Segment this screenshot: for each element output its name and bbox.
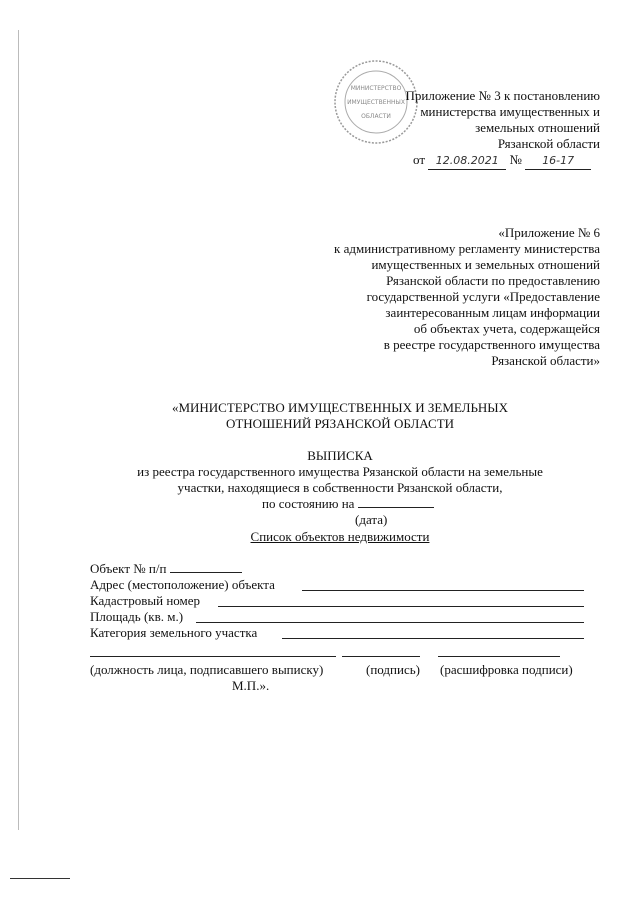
appendix3-line3: земельных отношений	[475, 120, 600, 135]
number-value: 16-17	[525, 153, 591, 170]
appendix6-line: Рязанской области по предоставлению	[386, 273, 600, 288]
footer-mark	[10, 878, 70, 879]
field-cadastral-blank	[218, 606, 584, 607]
extract-line2: участки, находящиеся в собственности Рязанской области,	[177, 480, 503, 495]
signature-decode-blank	[438, 656, 560, 657]
stamp-text-3: ОБЛАСТИ	[361, 113, 391, 120]
stamp-text-2: ИМУЩЕСТВЕННЫХ	[347, 99, 405, 106]
signature-sign-blank	[342, 656, 420, 657]
field-address-label: Адрес (местоположение) объекта	[90, 577, 275, 592]
appendix6-line: об объектах учета, содержащейся	[413, 321, 600, 336]
appendix6-line: заинтересованным лицам информации	[385, 305, 600, 320]
field-object-no-blank	[170, 561, 242, 573]
appendix3-line4: Рязанской области	[497, 136, 600, 151]
appendix6-line: к административному регламенту министерства	[334, 241, 600, 256]
extract-heading: ВЫПИСКА	[307, 448, 373, 463]
signature-position-caption: (должность лица, подписавшего выписку)	[90, 662, 324, 677]
stamp-place: М.П.».	[232, 678, 270, 693]
ministry-title-line2: ОТНОШЕНИЙ РЯЗАНСКОЙ ОБЛАСТИ	[225, 416, 455, 431]
appendix6-line: в реестре государственного имущества	[383, 337, 600, 352]
list-title: Список объектов недвижимости	[250, 529, 430, 544]
appendix3-line1: Приложение № 3 к постановлению	[405, 88, 600, 103]
field-object-no	[90, 561, 242, 577]
ministry-title-line1: «МИНИСТЕРСТВО ИМУЩЕСТВЕННЫХ И ЗЕМЕЛЬНЫХ	[171, 400, 509, 415]
appendix6-line: «Приложение № 6	[498, 225, 600, 240]
date-value: 12.08.2021	[428, 153, 506, 170]
field-cadastral-label: Кадастровый номер	[90, 593, 201, 608]
extract-line1: из реестра государственного имущества Рязанской области на земельные	[137, 464, 543, 479]
date-prefix: от	[413, 152, 426, 167]
stamp-text-1: МИНИСТЕРСТВО	[350, 85, 402, 92]
appendix6-line: Рязанской области»	[491, 353, 600, 368]
appendix6-line: государственной услуги «Предоставление	[366, 289, 600, 304]
field-address-blank	[302, 590, 584, 591]
field-category-blank	[282, 638, 584, 639]
signature-sign-caption: (подпись)	[366, 662, 420, 677]
appendix6-line: имущественных и земельных отношений	[371, 257, 600, 272]
date-caption: (дата)	[355, 512, 388, 527]
appendix3-line2: министерства имущественных и	[420, 104, 600, 119]
field-area-blank	[196, 622, 584, 623]
number-prefix: №	[509, 152, 522, 167]
signature-decode-caption: (расшифровка подписи)	[440, 662, 573, 677]
extract-date-row	[262, 496, 434, 512]
field-area-label: Площадь (кв. м.)	[90, 609, 184, 624]
signature-position-blank	[90, 656, 336, 657]
appendix3-date-row	[413, 152, 591, 170]
as-of-label: по состоянию на	[262, 496, 355, 511]
field-category-label: Категория земельного участка	[90, 625, 258, 640]
field-object-no-label: Объект № п/п	[90, 561, 167, 576]
date-blank	[358, 496, 434, 508]
